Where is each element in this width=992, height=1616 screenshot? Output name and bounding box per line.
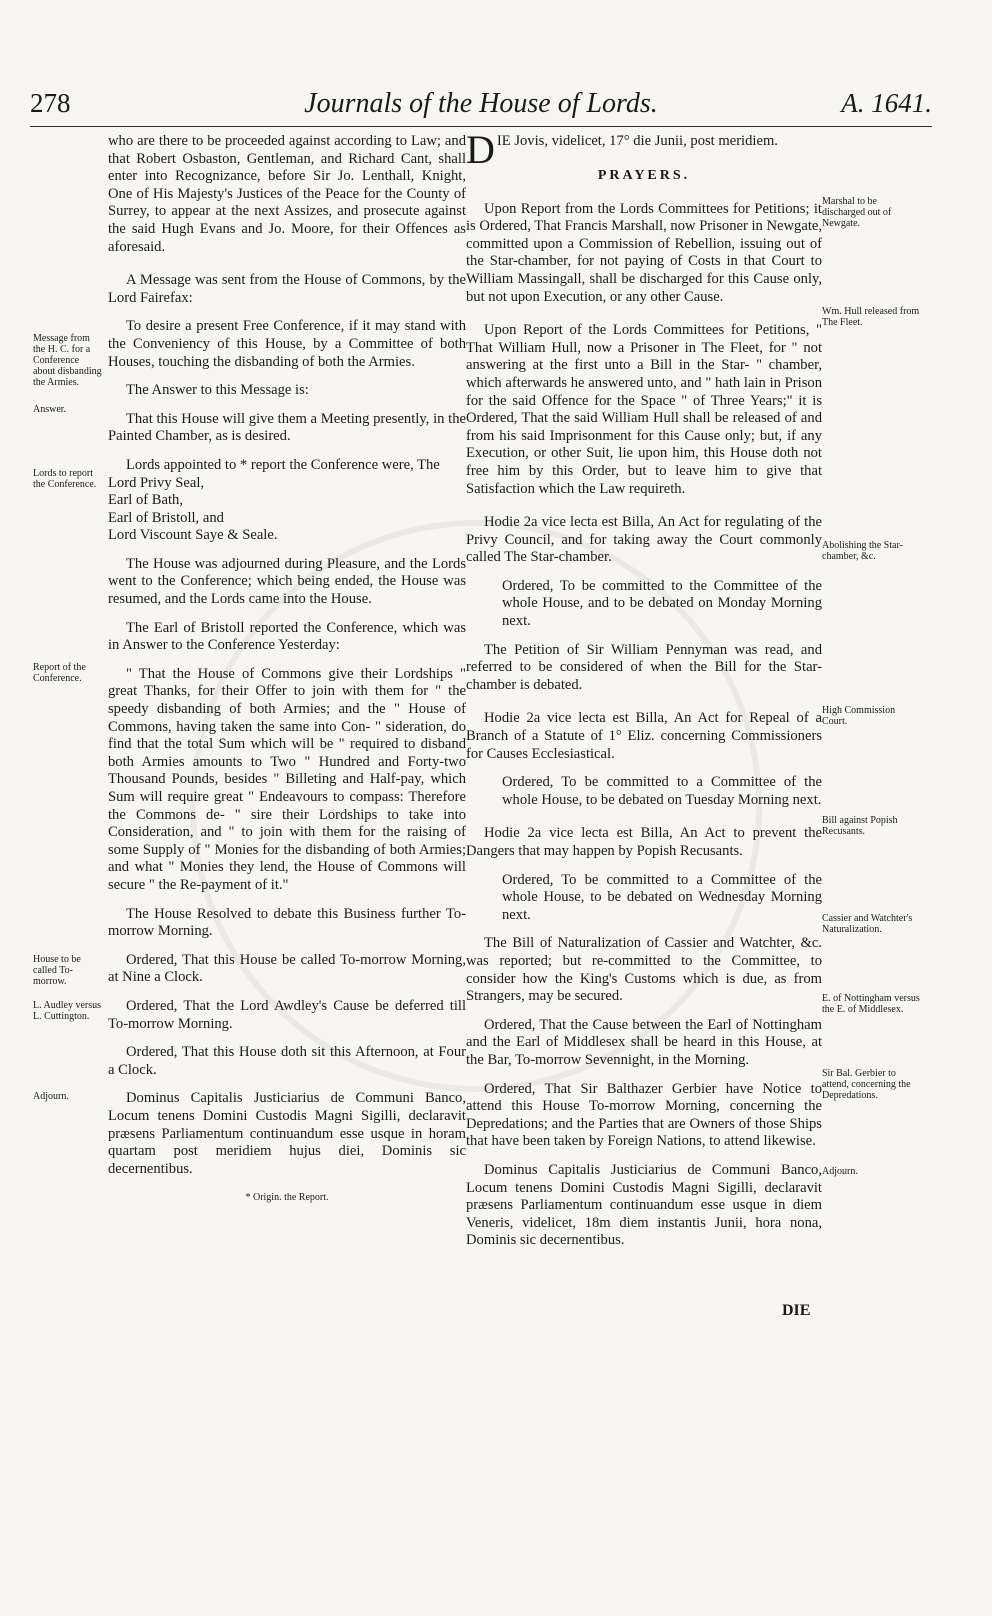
- lord-name: Earl of Bristoll, and: [108, 509, 224, 526]
- margin-note-popish: Bill against Popish Recusants.: [822, 815, 898, 837]
- lord-name: Lord Privy Seal,: [108, 474, 205, 491]
- paragraph: The House was adjourned during Pleasure, and the Lords went to the Conference; which being ended, the House was resumed, and the Lords came into the House.: [108, 555, 466, 608]
- paragraph: Ordered, To be committed to a Committee of the whole House, to be debated on Wednesday Morning next.: [502, 871, 822, 923]
- left-column: [108, 133, 466, 1207]
- paragraph-latin: Dominus Capitalis Justiciarius de Communi Banco, Locum tenens Domini Custodis Magni Sigilli, declaravit præsens Parliamentum continuandum esse usque in horam quartam post meridiem hujus diei, Dominis sic decernentibus.: [108, 1090, 466, 1177]
- paragraph: Ordered, That the Lord Awdley's Cause be deferred till To-morrow Morning.: [108, 997, 466, 1032]
- margin-note-gerbier: Sir Bal. Gerbier to attend, concerning the Depredations.: [822, 1068, 911, 1101]
- paragraph: who are there to be proceeded against according to Law; and that Robert Osbaston, Gentleman, and Richard Cant, shall enter into Recognizance, before Sir Jo. Lenthall, Knight, One of His Majesty's Justices of the Peace for the County of Surrey, to appear at the next Assizes, and prosecute against the said Hugh Evans and Jo. Moore, for their Offences as aforesaid.: [108, 133, 466, 255]
- catchword: DIE: [782, 1302, 811, 1319]
- paragraph: Upon Report from the Lords Committees for Petitions; it is Ordered, That Francis Marshall, now Prisoner in Newgate, committed upon a Commission of Rebellion, issuing out of the Star-chamber, for not paying of Costs in that Court to William Massingall, shall be discharged for this Cause only, but not upon Execution, or any other Cause.: [466, 200, 822, 305]
- margin-note-hull: Wm. Hull released from The Fleet.: [822, 306, 920, 328]
- paragraph: A Message was sent from the House of Commons, by the Lord Fairefax:: [108, 272, 466, 306]
- paragraph-latin: Dominus Capitalis Justiciarius de Communi Banco, Locum tenens Domini Custodis Magni Sigilli, declaravit præsens Parliamentum continuandum esse usque in diem Veneris, videlicet, 18m diem instantis Junii, hora nona, Dominis sic decernentibus.: [466, 1161, 822, 1249]
- page-number: 278: [30, 88, 71, 118]
- paragraph: Lords appointed to * report the Conference were, The: [126, 456, 440, 473]
- lord-name: Earl of Bath,: [108, 492, 183, 509]
- margin-note-adjourn-right: Adjourn.: [822, 1166, 858, 1177]
- margin-note-adjourn-left: Adjourn.: [33, 1091, 69, 1102]
- page-year: A. 1641.: [841, 88, 932, 118]
- paragraph: Ordered, To be committed to the Committee of the whole House, and to be debated on Monday Morning next.: [502, 577, 822, 630]
- paragraph: The House Resolved to debate this Business further To-morrow Morning.: [108, 905, 466, 940]
- paragraph: Hodie 2a vice lecta est Billa, An Act for regulating of the Privy Council, and for taking away the Court commonly called The Star-chamber.: [466, 514, 822, 566]
- page-title: Journals of the House of Lords.: [304, 88, 658, 119]
- paragraph: Ordered, That the Cause between the Earl of Nottingham and the Earl of Middlesex shall be heard in this House, at the Bar, To-morrow Sevennight, in the Morning.: [466, 1016, 822, 1068]
- margin-note-audley: L. Audley versus L. Cuttington.: [33, 1000, 102, 1022]
- paragraph: Ordered, That this House doth sit this Afternoon, at Four a Clock.: [108, 1044, 466, 1078]
- margin-note-star-chamber: Abolishing the Star-chamber, &c.: [822, 540, 903, 562]
- date-heading: [466, 127, 822, 172]
- paragraph: Upon Report of the Lords Committees for Petitions, " That William Hull, now a Prisoner in The Fleet, for " not answering at the first unto a Bill in the Star- " chamber, which afterwards he answered unto, and " hath lain in Prison for the said Offence for the Space " of Three Years;" it is Ordered, That the said William Hull shall be released of and from his said Imprisonment for this Cause only; but, if any Execution, or other Suit, lie upon him, this House doth not free him by this Order, but to leave him to give that Satisfaction which the Law requireth.: [466, 322, 822, 497]
- paragraph: The Answer to this Message is:: [126, 382, 309, 399]
- quoted-report: " That the House of Commons give their Lordships " great Thanks, for their Offer to join with them for " the speedy disbanding of both Armies; and the " House of Commons, having taken the same into Con- " sideration, do find that the total Sum which will be " required to disband both Armies amounts to Two " Hundred and Forty-two Thousand Pounds, besides " Billeting and Half-pay, which Sum will require great " Endeavours to compass: Therefore the Commons de- " sire their Lordships to take into Consideration, and " to join with them for the raising of some Supply of " Monies for the disbanding of both Armies; and what " Monies they lend, the House of Commons will secure " the Re-payment of it.": [108, 665, 466, 893]
- paragraph: Hodie 2a vice lecta est Billa, An Act to prevent the Dangers that may happen by Popish Recusants.: [466, 825, 822, 859]
- paragraph: Hodie 2a vice lecta est Billa, An Act for Repeal of a Branch of a Statute of 1° Eliz. concerning Commissioners for Causes Ecclesiastical.: [466, 710, 822, 762]
- paragraph: The Bill of Naturalization of Cassier and Watchter, &c. was reported; but re-committed to the Committee, to consider how the King's Customs which is due, as from Strangers, may be secured.: [466, 935, 822, 1005]
- footnote: * Origin. the Report.: [245, 1192, 329, 1204]
- paragraph: The Earl of Bristoll reported the Conference, which was in Answer to the Conference Yesterday:: [108, 619, 466, 654]
- margin-note-high-commission: High Commission Court.: [822, 705, 896, 727]
- prayers-heading: PRAYERS.: [597, 168, 691, 183]
- margin-note-report: Report of the Conference.: [33, 662, 86, 684]
- paragraph: Ordered, To be committed to a Committee of the whole House, to be debated on Tuesday Morning next.: [502, 774, 822, 808]
- margin-note-message: Message from the H. C. for a Conference about disbanding the Armies.: [33, 333, 102, 388]
- lord-name: Lord Viscount Saye & Seale.: [108, 527, 278, 544]
- paragraph: To desire a present Free Conference, if it may stand with the Conveniency of this House, by a Committee of both Houses, touching the disbanding of both the Armies.: [108, 318, 466, 370]
- margin-note-naturalization: Cassier and Watchter's Naturalization.: [822, 913, 913, 935]
- margin-note-answer: Answer.: [33, 404, 67, 415]
- paragraph: That this House will give them a Meeting presently, in the Painted Chamber, as is desired.: [108, 410, 466, 445]
- paragraph: The Petition of Sir William Pennyman was read, and referred to be considered of when the Bill for the Star-chamber is debated.: [466, 641, 822, 693]
- drop-cap: D: [466, 127, 495, 172]
- margin-note-nottingham: E. of Nottingham versus the E. of Middlesex.: [822, 993, 920, 1015]
- lords-list: [108, 475, 466, 545]
- margin-note-marshal: Marshal to be discharged out of Newgate.: [822, 196, 892, 229]
- paragraph: Ordered, That this House be called To-morrow Morning, at Nine a Clock.: [108, 951, 466, 986]
- date-text: IE Jovis, videlicet, 17° die Junii, post meridiem.: [496, 133, 778, 149]
- right-column: [466, 127, 822, 1261]
- page-header: [30, 88, 932, 122]
- margin-note-house-called: House to be called To-morrow.: [33, 954, 81, 987]
- paragraph: Ordered, That Sir Balthazer Gerbier have Notice to attend this House To-morrow Morning, concerning the Depredations; and the Parties that are Owners of those Ships that have been taken by Foreign Nations, to attend likewise.: [466, 1080, 822, 1150]
- margin-note-lords-report: Lords to report the Conference.: [33, 468, 97, 490]
